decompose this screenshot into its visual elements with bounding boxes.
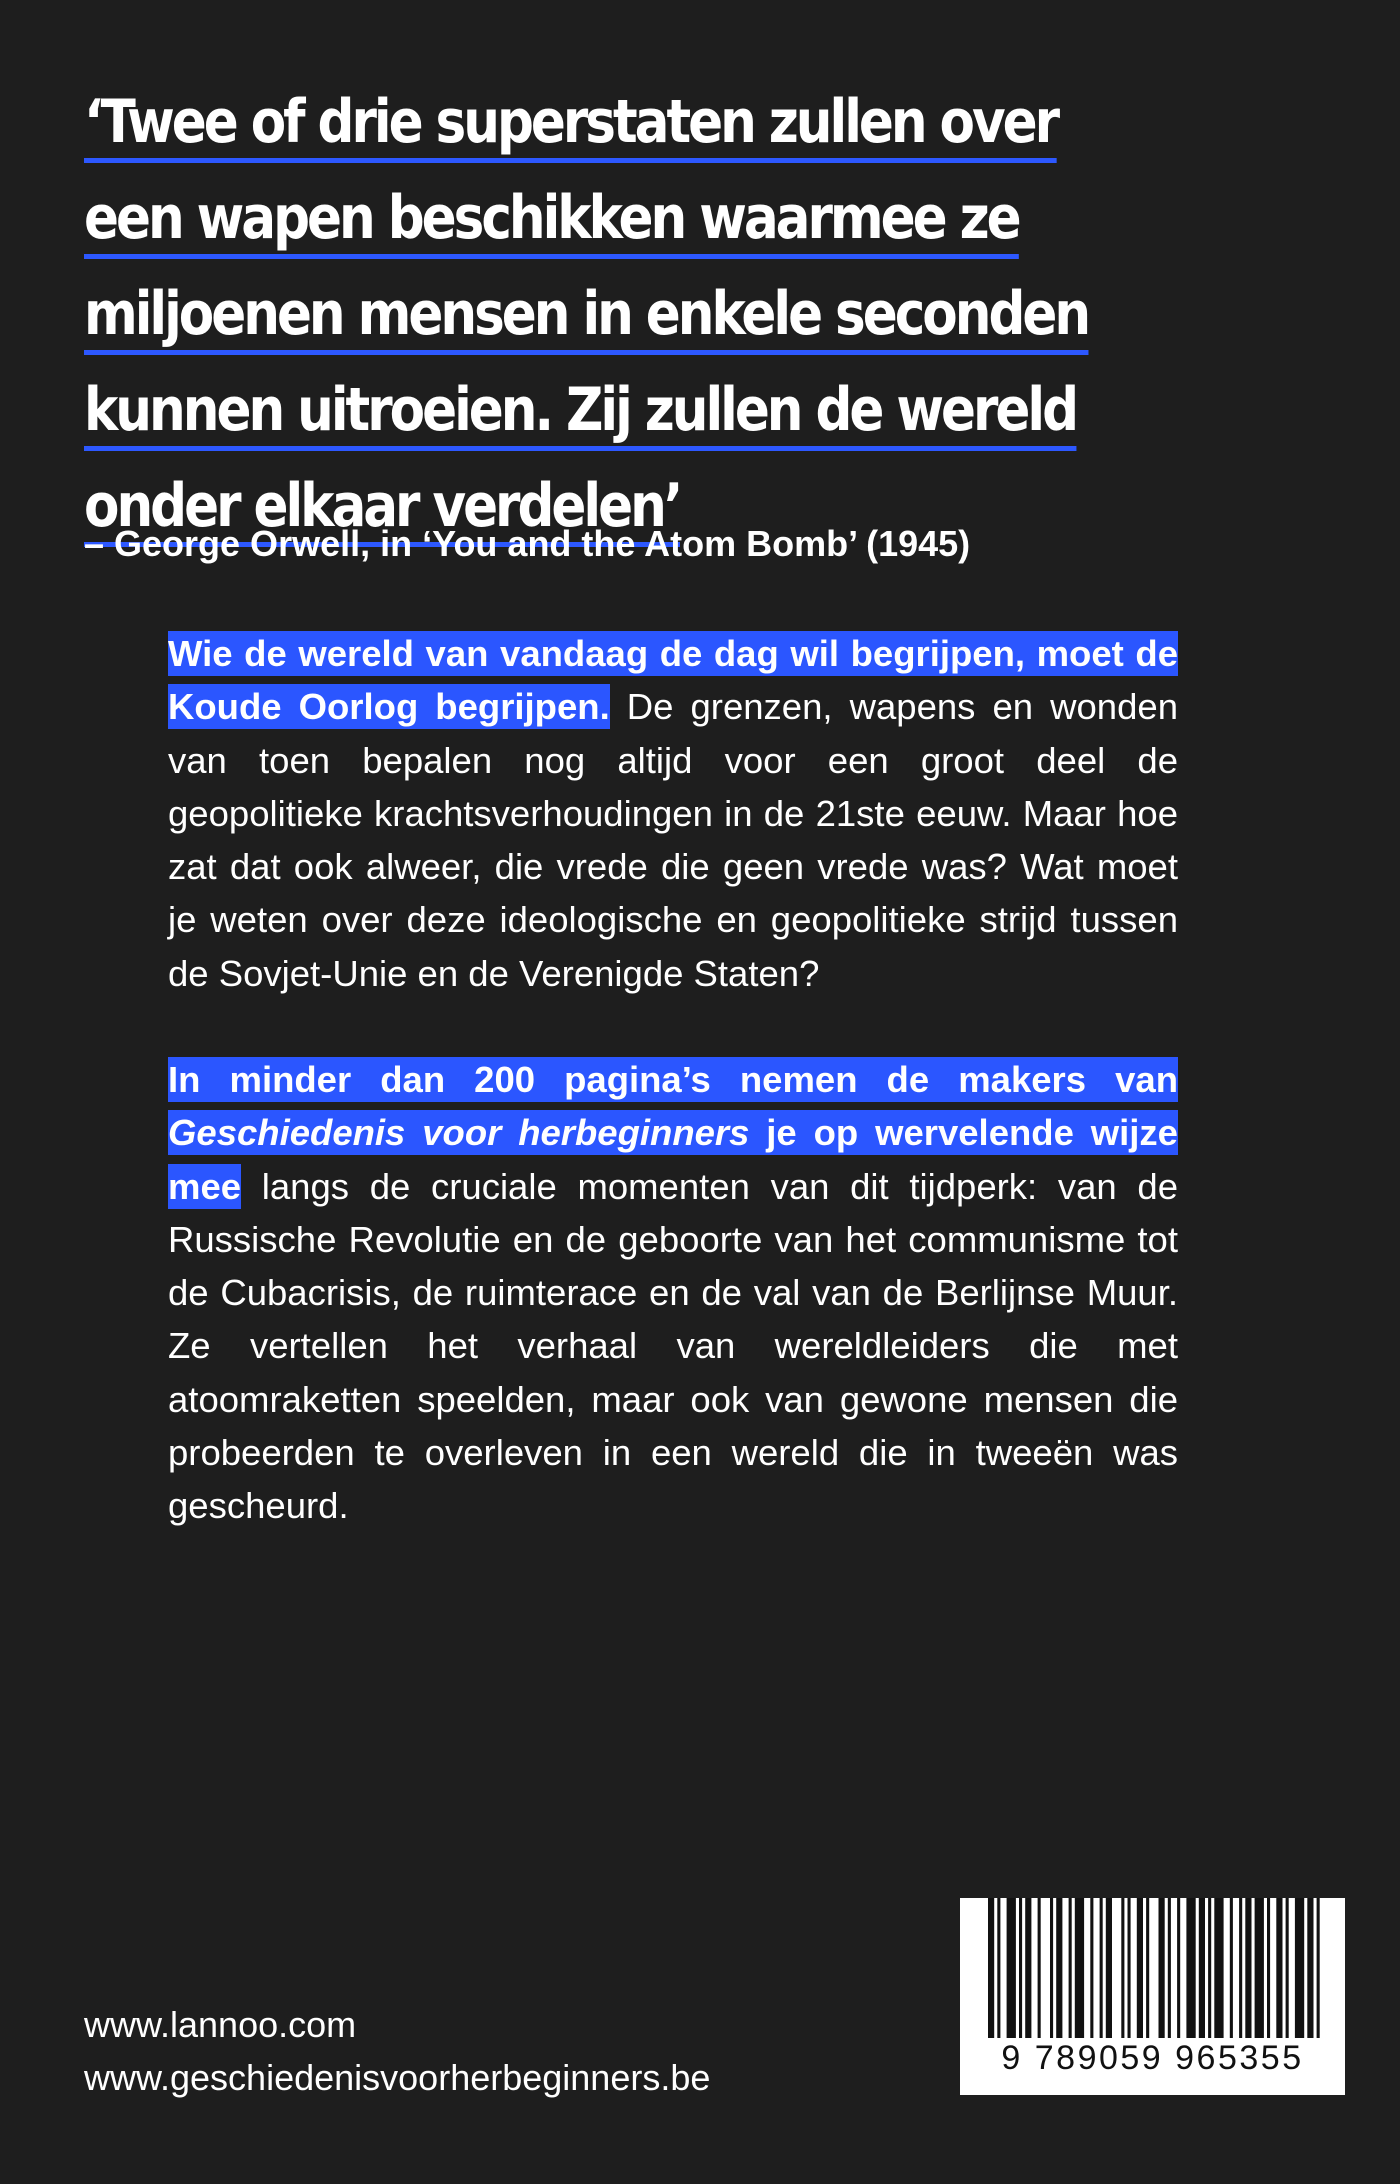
barcode-bar [1090, 1898, 1093, 2048]
barcode-bar [1239, 1898, 1242, 2048]
barcode-bar [1307, 1898, 1313, 2048]
barcode-bar [1146, 1898, 1149, 2048]
barcode-bar [1025, 1898, 1031, 2048]
barcode-bar [988, 1898, 994, 2048]
isbn-barcode [960, 1898, 1345, 2095]
barcode-bar [1050, 1898, 1053, 2048]
barcode-bar [1186, 1898, 1195, 2048]
barcode-bar [1317, 1898, 1320, 2048]
isbn-number: 9 789059 965355 [960, 2038, 1345, 2078]
barcode-bar [1069, 1898, 1072, 2048]
highlight-part: In minder dan 200 pagina’s nemen de makers van [168, 1059, 1178, 1100]
barcode-bar [1276, 1898, 1282, 2048]
blurb-paragraph-1 [168, 627, 1178, 1000]
barcode-bar [1255, 1898, 1264, 2048]
barcode-bar [1286, 1898, 1289, 2048]
barcode-bar [1137, 1898, 1143, 2048]
barcode-bar [1168, 1898, 1171, 2048]
website-links [84, 1998, 710, 2104]
barcode-bar [1295, 1898, 1304, 2048]
barcode-bar [1128, 1898, 1131, 2048]
quote-line: een wapen beschikken waarmee ze [84, 182, 1019, 259]
barcode-bar [1159, 1898, 1165, 2048]
blurb-paragraph-2 [168, 1053, 1178, 1533]
quote-block [84, 78, 1089, 558]
barcode-bar [1267, 1898, 1270, 2048]
paragraph-text: De grenzen, wapens en wonden van toen bepalen nog altijd voor een groot deel de geopolitieke krachtsverhoudingen in de 21ste eeuw. Maar hoe zat dat ook alweer, die vrede die geen vrede was? Wat moet je weten over deze ideologische en geopolitieke strijd tussen de Sovjet-Unie en de Verenigde Staten? [168, 686, 1179, 994]
barcode-bar [1230, 1898, 1233, 2048]
pull-quote [84, 78, 1089, 558]
quote-line: ‘Twee of drie superstaten zullen over [84, 86, 1057, 163]
barcode-bar [1075, 1898, 1084, 2048]
quote-line: kunnen uitroeien. Zij zullen de wereld [84, 374, 1076, 451]
highlight-part: je op wervelende wijze mee [168, 1112, 1178, 1207]
website-link-lannoo[interactable]: www.lannoo.com [84, 2004, 357, 2045]
barcode-bar [1019, 1898, 1022, 2048]
barcode-bar [1007, 1898, 1016, 2048]
highlighted-text: Wie de wereld van vandaag de dag wil begrijpen, moet de Koude Oorlog begrijpen. [168, 633, 1178, 728]
quote-line: miljoenen mensen in enkele seconden [84, 278, 1088, 355]
paragraph-text: langs de cruciale momenten van dit tijdperk: van de Russische Revolutie en de geboorte van het communisme tot de Cubacrisis, de ruimterace en de val van de Berlijnse Muur. Ze vertellen het verhaal van wereldleiders die met atoomraketten speelden, maar ook van gewone mensen die probeerden te overleven in een wereld die in tweeën was gescheurd. [168, 1165, 1178, 1527]
barcode-bar [1199, 1898, 1205, 2048]
barcode-bar [1100, 1898, 1103, 2048]
barcode-bar [1208, 1898, 1211, 2048]
barcode-bar [1121, 1898, 1124, 2048]
quote-line: onder elkaar verdelen’ [84, 470, 680, 547]
barcode-bar [1214, 1898, 1223, 2048]
barcode-bar [1106, 1898, 1112, 2048]
book-title: Geschiedenis voor herbeginners [168, 1112, 750, 1154]
barcode-bar [997, 1898, 1000, 2048]
quote-attribution: – George Orwell, in ‘You and the Atom Bomb’ (1945) [84, 523, 971, 564]
website-link-geschiedenis[interactable]: www.geschiedenisvoorherbeginners.be [84, 2057, 711, 2098]
barcode-bar [1038, 1898, 1041, 2048]
barcode-bar [1245, 1898, 1251, 2048]
barcode-bar [1177, 1898, 1180, 2048]
barcode-bar [1056, 1898, 1062, 2048]
